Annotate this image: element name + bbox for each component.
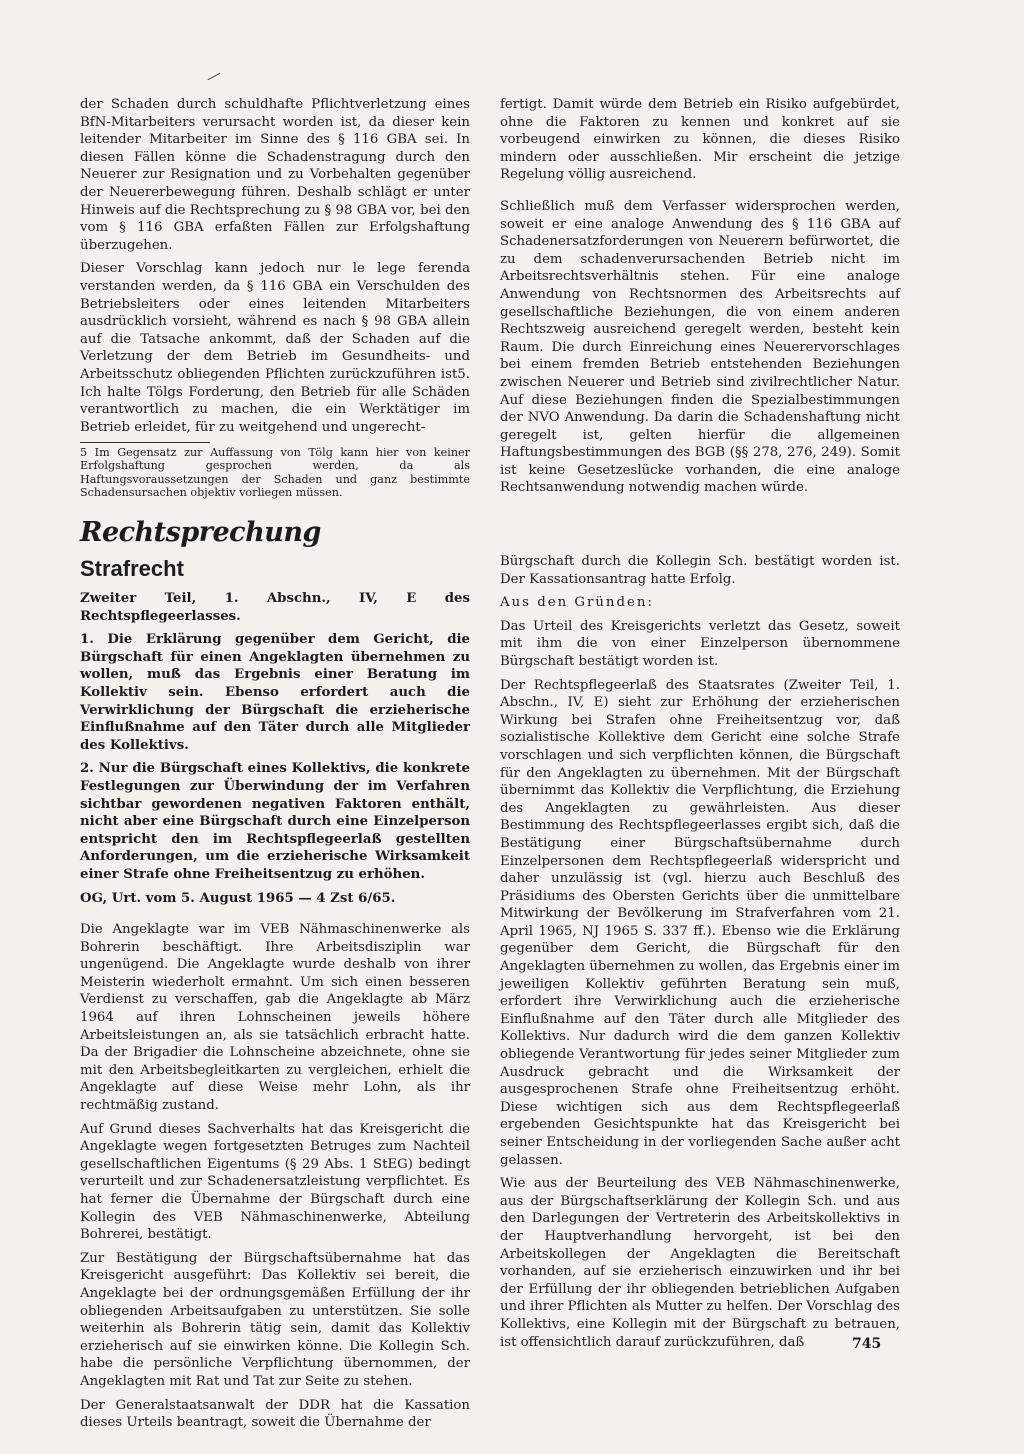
footnote: 5 Im Gegensatz zur Auffassung von Tölg kann hier von keiner Erfolgshaftung gesprochen werden, da als Haftungsvoraussetzungen der Schaden und ganz bestimmte Schadensursachen objektiv vorliegen müssen. <box>80 442 470 499</box>
case-citation: OG, Urt. vom 5. August 1965 — 4 Zst 6/65. <box>80 890 396 906</box>
paragraph: Bürgschaft durch die Kollegin Sch. bestätigt worden ist. Der Kassationsantrag hatte Erfolg. <box>500 554 900 587</box>
paragraph: Das Urteil des Kreisgerichts verletzt das Gesetz, soweit mit ihm die von einer Einzelperson übernommene Bürgschaft bestätigt worden ist. <box>500 618 900 669</box>
top-right-column <box>500 96 900 503</box>
paragraph: Dieser Vorschlag kann jedoch nur le lege ferenda verstanden werden, da § 116 GBA ein Verschulden des Betriebsleiters oder eines leitenden Mitarbeiters ausdrücklich vorsieht, während es nach § 98 GBA allein auf die Tatsache ankommt, daß der Schaden auf die Verletzung der dem Betrieb im Gesundheits- und Arbeitsschutz obliegenden Pflichten zurückzuführen ist5. Ich halte Tölgs Forderung, den Betrieb für alle Schäden verantwortlich zu machen, die ein Werktätiger im Betrieb erleidet, für zu weitgehend und ungerecht- <box>80 261 470 435</box>
bottom-right-column <box>500 553 900 1357</box>
law-reference-heading: Zweiter Teil, 1. Abschn., IV, E des Rechtspflegeerlasses. <box>80 591 470 624</box>
section-title: Rechtsprechung <box>80 517 321 548</box>
paragraph: Zur Bestätigung der Bürgschaftsübernahme hat das Kreisgericht ausgeführt: Das Kollektiv sei bereit, die Angeklagte bei der ordnungsgemäßen Erfüllung der ihr obliegenden Arbeitsaufgaben zu unterstützen. Sie solle weiterhin als Bohrerin tätig sein, damit das Kollektiv erzieherisch auf sie einwirken könne. Die Kollegin Sch. habe die persönliche Verpflichtung übernommen, der Angeklagten mit Rat und Tat zur Seite zu stehen. <box>80 1250 470 1389</box>
paragraph: Schließlich muß dem Verfasser widersprochen werden, soweit er eine analoge Anwendung des § 116 GBA auf Schadenersatzforderungen von Neuerern befürwortet, die zu dem schadenverursachenden Betrieb nicht im Arbeitsrechtsverhältnis stehen. Für eine analoge Anwendung von Rechtsnormen des Arbeitsrechts auf gesellschaftliche Beziehungen, die von einem anderen Rechtszweig ausreichend geregelt werden, besteht kein Raum. Die durch Einreichung eines Neuerervorschlages bei einem fremden Betrieb entstehenden Beziehungen zwischen Neuerer und Betrieb sind zivilrechtlicher Natur. Auf diese Beziehungen finden die Spezialbestimmungen der NVO Anwendung. Da darin die Schadenshaftung nicht geregelt ist, gelten hierfür die allgemeinen Haftungsbestimmungen des BGB (§§ 278, 276, 249). Somit ist keine Gesetzeslücke vorhanden, die eine analoge Rechtsanwendung notwendig machen würde. <box>500 198 900 496</box>
paragraph: Der Rechtspflegeerlaß des Staatsrates (Zweiter Teil, 1. Abschn., IV, E) sieht zur Erhöhung der erzieherischen Wirkung bei Strafen ohne Freiheitsentzug vor, daß sozialistische Kollektive dem Gericht eine solche Strafe vorschlagen und sich verpflichten können, die Bürgschaft für den Angeklagten zu übernehmen. Mit der Bürgschaft übernimmt das Kollektiv die Verpflichtung, die Erziehung des Angeklagten zu gewährleisten. Aus dieser Bestimmung des Rechtspflegeerlasses ergibt sich, daß die Bestätigung einer Bürgschaftsübernahme durch Einzelpersonen dem Rechtspflegeerlaß widerspricht und daher unzulässig ist (vgl. hierzu auch Beschluß des Präsidiums des Obersten Gerichts über die unmittelbare Mitwirkung der Bevölkerung im Strafverfahren vom 21. April 1965, NJ 1965 S. 337 ff.). Ebenso wie die Erklärung gegenüber dem Gericht, die Bürgschaft für den Angeklagten übernehmen zu wollen, das Ergebnis einer im jeweiligen Kollektiv geführten Beratung sein muß, erfordert ihre Verwirklichung auch die erzieherische Einflußnahme auf den Täter durch alle Mitglieder des Kollektivs. Nur dadurch wird die dem ganzen Kollektiv obliegende Verantwortung für jedes seiner Mitglieder zum Ausdruck gebracht und die Wirksamkeit der ausgesprochenen Strafe ohne Freiheitsentzug erhöht. Diese wichtigen sich aus dem Rechtspflegeerlaß ergebenden Gesichtspunkte hat das Kreisgericht bei seiner Entscheidung in der vorliegenden Sache außer acht gelassen. <box>500 677 900 1168</box>
paragraph: Wie aus der Beurteilung des VEB Nähmaschinenwerke, aus der Bürgschaftserklärung der Kollegin Sch. und aus den Darlegungen der Vertreterin des Arbeitskollektivs in der Hauptverhandlung hervorgeht, ist bei den Arbeitskollegen der Angeklagten die Bereitschaft vorhanden, auf sie erzieherisch einzuwirken und ihr bei der Erfüllung der ihr obliegenden betrieblichen Aufgaben und ihrer Pflichten als Mutter zu helfen. Der Vorschlag des Kollektivs, eine Kollegin mit der Bürgschaft zu betrauen, ist offensichtlich darauf zurückzuführen, daß <box>500 1176 900 1350</box>
reasons-label: Aus den Gründen: <box>500 595 654 611</box>
section-subtitle: Strafrecht <box>80 556 184 581</box>
paragraph: Die Angeklagte war im VEB Nähmaschinenwerke als Bohrerin beschäftigt. Ihre Arbeitsdisziplin war ungenügend. Die Angeklagte wurde deshalb von ihrer Meisterin wiederholt ermahnt. Um sich einen besseren Verdienst zu verschaffen, gab die Angeklagte ab März 1964 auf ihren Lohnscheinen jeweils höhere Arbeitsleistungen an, als sie tatsächlich erbracht hatte. Da der Brigadier die Lohnscheine abzeichnete, ohne sie mit den Arbeitsbegleitkarten zu vergleichen, erhielt die Angeklagte auf diese Weise mehr Lohn, als ihr rechtmäßig zustand. <box>80 922 470 1114</box>
bottom-left-column <box>80 590 470 1438</box>
paragraph: Auf Grund dieses Sachverhalts hat das Kreisgericht die Angeklagte wegen fortgesetzten Betruges zum Nachteil gesellschaftlichen Eigentums (§ 29 Abs. 1 StEG) bedingt verurteilt und zur Schadenersatzleistung verpflichtet. Es hat ferner die Übernahme der Bürgschaft durch eine Kollegin des VEB Nähmaschinenwerke, Abteilung Bohrerei, bestätigt. <box>80 1121 470 1243</box>
page-number: 745 <box>852 1336 882 1352</box>
paragraph: fertigt. Damit würde dem Betrieb ein Risiko aufgebürdet, ohne die Faktoren zu kennen und konkret auf sie vorbeugend einwirken zu können, die dieses Risiko mindern oder ausschließen. Mir erscheint die jetzige Regelung völlig ausreichend. <box>500 97 900 183</box>
headnote-1: 1. Die Erklärung gegenüber dem Gericht, die Bürgschaft für einen Angeklagten übernehmen zu wollen, muß das Ergebnis einer Beratung im Kollektiv sein. Ebenso erfordert auch die Verwirklichung der Bürgschaft die erzieherische Einflußnahme auf den Täter durch alle Mitglieder des Kollektivs. <box>80 632 470 753</box>
scan-mark <box>208 73 221 80</box>
headnote-2: 2. Nur die Bürgschaft eines Kollektivs, die konkrete Festlegungen zur Überwindung der im Verfahren sichtbar gewordenen negativen Faktoren enthält, nicht aber eine Bürgschaft durch eine Einzelperson entspricht den im Rechtspflegeerlaß gestellten Anforderungen, um die erzieherische Wirksamkeit einer Strafe ohne Freiheitsentzug zu erhöhen. <box>80 761 470 882</box>
paragraph: Der Generalstaatsanwalt der DDR hat die Kassation dieses Urteils beantragt, soweit die Übernahme der <box>80 1397 470 1431</box>
paragraph: der Schaden durch schuldhafte Pflichtverletzung eines BfN-Mitarbeiters verursacht worden ist, da dieser kein leitender Mitarbeiter im Sinne des § 116 GBA sei. In diesen Fällen könne die Schadenstragung durch den Neuerer zur Resignation und zu Vorbehalten gegenüber der Neuererbewegung führen. Deshalb schlägt er unter Hinweis auf die Rechtsprechung zu § 98 GBA vor, bei den vom § 116 GBA erfaßten Fällen zur Erfolgshaftung überzugehen. <box>80 97 470 253</box>
top-left-column <box>80 96 470 499</box>
